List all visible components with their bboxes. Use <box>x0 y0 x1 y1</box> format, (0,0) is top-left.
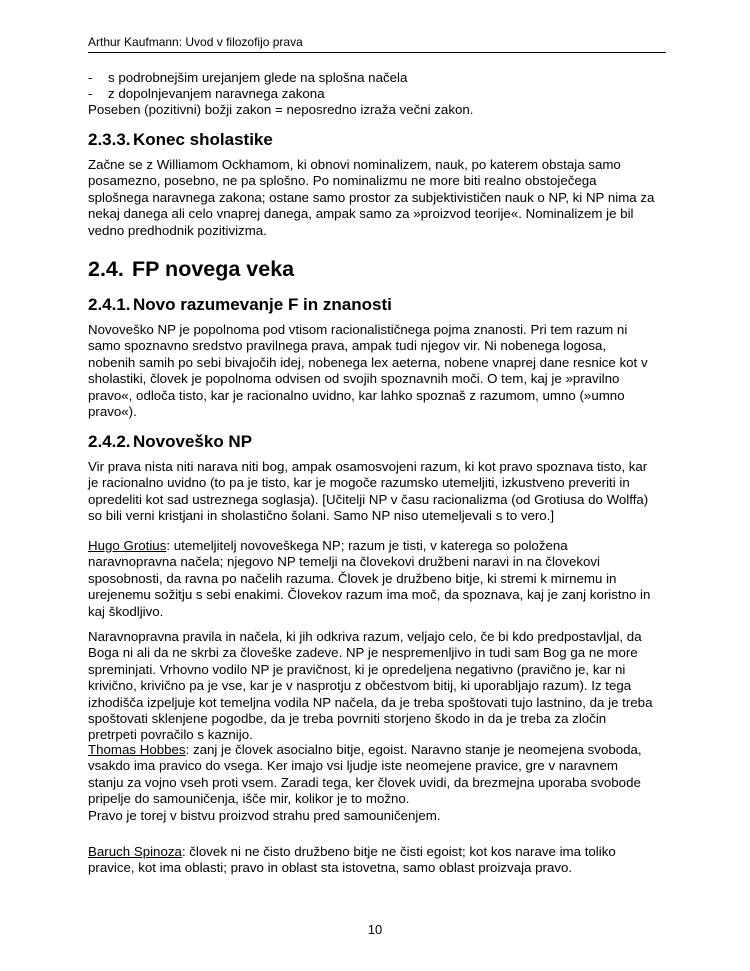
author-name: Hugo Grotius <box>88 538 167 553</box>
intro-line: Poseben (pozitivni) božji zakon = neposredno izraža večni zakon. <box>88 102 474 117</box>
paragraph-text: : človek ni ne čisto družbeno bitje ne čisti egoist; kot kos narave ima toliko pravice, kot ima oblasti; pravo in oblast sta istovetna, samo oblast proizvaja pravo. <box>88 844 616 876</box>
paragraph: Novoveško NP je popolnoma pod vtisom racionalističnega pojma znanosti. Pri tem razum ni samo spoznavno sredstvo pravilnega prava, ampak tudi njegov vir. Ni nobenega logosa, nobenih samih po sebi bivajočih idej, nobenega lex aeterna, nobene vnaprej dane resnice kot v sholastiki, človek je popolnoma odvisen od svojih spoznavnih moči. O tem, kaj je »pravilno pravo«, odloča tisto, kar je racionalno uvidno, kar lahko spoznaš z razumom, umno (»umno pravo«). <box>88 322 648 420</box>
heading-number: 2.3.3. <box>88 130 131 149</box>
heading-title: FP novega veka <box>132 257 295 281</box>
page-number: 10 <box>367 922 383 937</box>
bullet-item <box>88 86 325 102</box>
heading-2-4-1 <box>88 295 668 315</box>
running-header: Arthur Kaufmann: Uvod v filozofijo prava <box>88 35 666 53</box>
bullet-text: s podrobnejšim urejanjem glede na splošna načela <box>108 70 408 85</box>
heading-number: 2.4.2. <box>88 432 131 451</box>
author-name: Thomas Hobbes <box>88 742 186 757</box>
bullet-text: z dopolnjevanjem naravnega zakona <box>108 86 325 101</box>
paragraph: Vir prava nista niti narava niti bog, ampak osamosvojeni razum, ki kot pravo spoznava tisto, kar je racionalno uvidno (to pa je tisto, kar je mogoče razumsko utemeljiti, izkustveno preveriti in opredeliti kot sad ustreznega soglasja). [Učitelji NP v času racionalizma (od Grotiusa do Wolffa) so bili verni kristjani in sholastično šolani. Samo NP niso utemeljevali s to vero.] <box>88 459 649 524</box>
paragraph-text: : utemeljitelj novoveškega NP; razum je tisti, v katerega so položena naravnopravna načela; njegovo NP temelji na človekovi družbeni naravi in na človekovi sposobnosti, da ravna po načelih razuma. Človek je družbeno bitje, ki stremi k mirnemu in urejenemu sožitju s sebi enakimi. Človekov razum ima moč, da spoznava, kaj je zanj koristno in kaj škodljivo. <box>88 538 651 619</box>
heading-title: Novo razumevanje F in znanosti <box>133 295 392 314</box>
heading-2-4 <box>88 257 668 282</box>
paragraph: Začne se z Williamom Ockhamom, ki obnovi nominalizem, nauk, po katerem obstaja samo posamezno, posebno, ne pa splošno. Po nominalizmu ne more biti realno obstoječega splošnega naravnega zakona; ostane samo prostor za subjektivističen nauk o NP, ki NP nima za nekaj danega ali celo vnaprej danega, ampak samo za »proizvod teorije«. Nominalizem je bil vedno predhodnik pozitivizma. <box>88 157 655 238</box>
heading-number: 2.4.1. <box>88 295 131 314</box>
bullet-item <box>88 70 407 86</box>
bullet-marker: - <box>88 70 93 85</box>
heading-2-3-3 <box>88 130 668 150</box>
heading-number: 2.4. <box>88 257 124 281</box>
paragraph: Naravnopravna pravila in načela, ki jih odkriva razum, veljajo celo, če bi kdo predpostavljal, da Boga ni ali da ne skrbi za človeške zadeve. NP je nespremenljivo in tudi sam Bog ga ne more spreminjati. Vrhovno vodilo NP je pravičnost, ki je opredeljena negativno (pravično je, kar ni krivično, krivično pa je vse, kar je v nasprotju z občestvom bitij, ki uporabljajo razum). Iz tega izhodišča izpeljuje kot temeljna vodila NP načela, da je treba spoštovati tujo lastnino, da je treba spoštovati sklenjene pogodbe, da je treba povrniti storjeno škodo in da je treba za zločin pretrpeti povračilo s kaznijo. <box>88 629 653 743</box>
paragraph-hobbes <box>88 742 668 824</box>
heading-title: Konec sholastike <box>133 130 273 149</box>
bullet-marker: - <box>88 86 93 101</box>
heading-2-4-2 <box>88 432 668 452</box>
paragraph-grotius <box>88 538 668 620</box>
paragraph-spinoza <box>88 844 668 877</box>
paragraph-text: : zanj je človek asocialno bitje, egoist. Naravno stanje je neomejena svoboda, vsakdo ima pravico do vsega. Ker imajo vsi ljudje iste neomejene pravice, gre v naravnem stanju za vojno vseh proti vsem. Zaradi tega, ker človek uvidi, da brezmejna uporaba svobode pripelje do samouničenja, išče mir, kolikor je to možno. Pravo je torej v bistvu proizvod strahu pred samouničenjem. <box>88 742 642 823</box>
heading-title: Novoveško NP <box>133 432 253 451</box>
author-name: Baruch Spinoza <box>88 844 182 859</box>
